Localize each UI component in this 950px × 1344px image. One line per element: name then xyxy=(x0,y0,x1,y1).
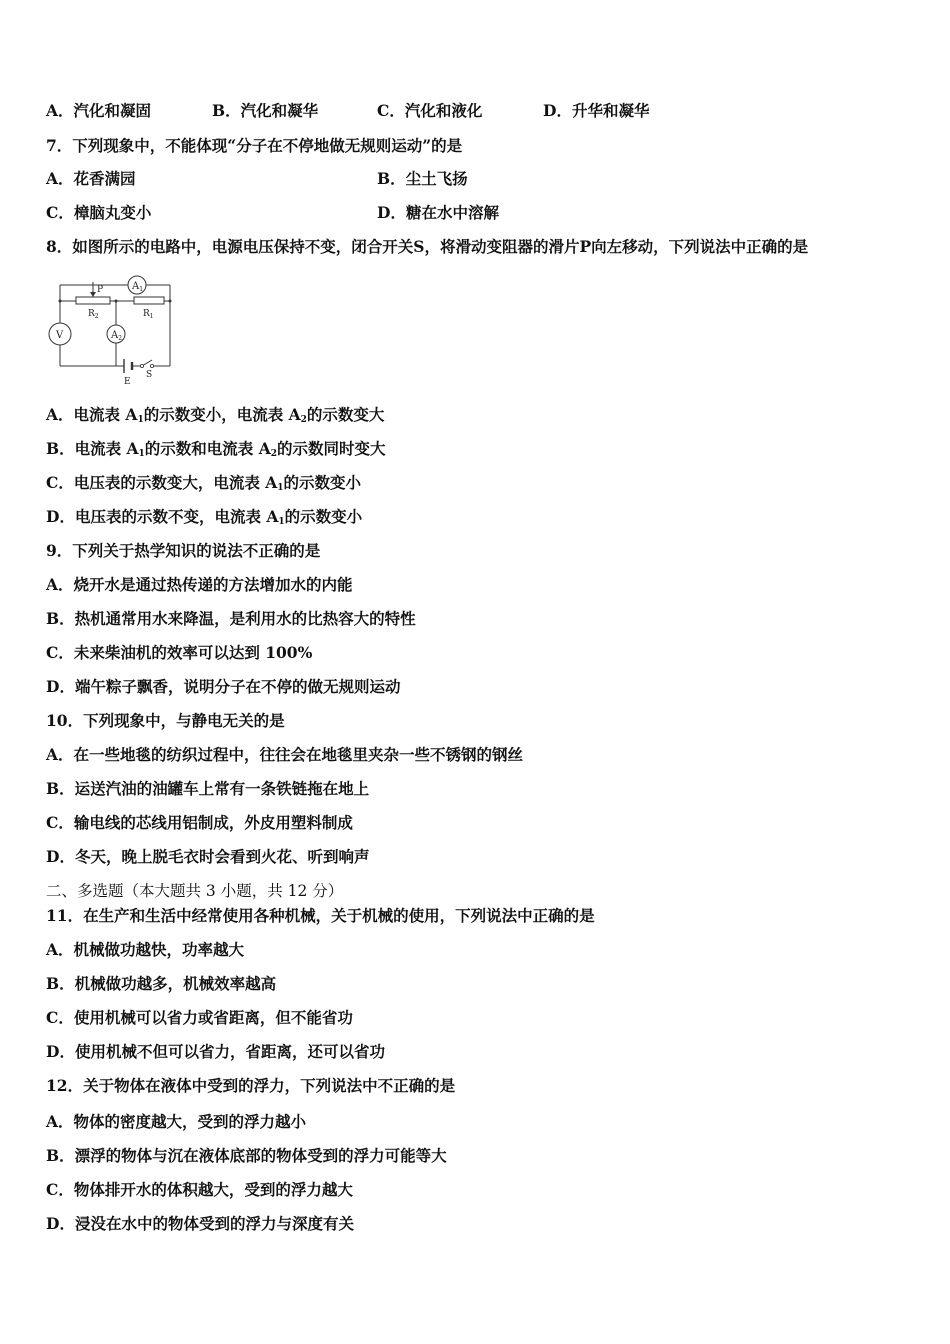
q9-option-a: A．烧开水是通过热传递的方法增加水的内能 xyxy=(46,575,353,594)
ammeter-a1-sub: 1 xyxy=(139,286,144,293)
q10-option-a: A．在一些地毯的纺织过程中，往往会在地毯里夹杂一些不锈钢的钢丝 xyxy=(46,745,524,764)
ammeter-a2-sub: 2 xyxy=(118,335,123,342)
ammeter-a2-label: A xyxy=(111,330,119,341)
resistor-r1-sub: 1 xyxy=(149,313,154,320)
q11-option-d: D．使用机械不但可以省力，省距离，还可以省功 xyxy=(46,1042,385,1061)
svg-text:R1 xyxy=(143,309,154,320)
q12-stem: 12．关于物体在液体中受到的浮力，下列说法中不正确的是 xyxy=(46,1076,456,1095)
q10-option-b: B．运送汽油的油罐车上常有一条铁链拖在地上 xyxy=(46,779,370,798)
q10-option-d: D．冬天，晚上脱毛衣时会看到火花、听到响声 xyxy=(46,847,370,866)
q7-option-b: B．尘土飞扬 xyxy=(377,169,468,188)
q9-option-c: C．未来柴油机的效率可以达到 100% xyxy=(46,643,313,662)
section-heading: 二、多选题（本大题共 3 小题，共 12 分） xyxy=(46,882,344,900)
q7-option-c: C．樟脑丸变小 xyxy=(46,203,152,222)
q9-stem: 9．下列关于热学知识的说法不正确的是 xyxy=(46,541,321,560)
q7-option-a: A．花香满园 xyxy=(46,169,136,188)
q6-option-c: C．汽化和液化 xyxy=(377,101,483,120)
q8-option-d: D．电压表的示数不变，电流表 $A_1$的示数变小 xyxy=(46,507,363,527)
q7-stem: 7．下列现象中，不能体现“分子在不停地做无规则运动”的是 xyxy=(46,136,463,155)
q12-option-a: A．物体的密度越大，受到的浮力越小 xyxy=(46,1112,307,1131)
battery-e-label: E xyxy=(124,377,131,387)
q10-stem: 10．下列现象中，与静电无关的是 xyxy=(46,711,285,730)
q9-option-b: B．热机通常用水来降温，是利用水的比热容大的特性 xyxy=(46,609,416,628)
q7-option-d: D．糖在水中溶解 xyxy=(377,203,499,222)
svg-text:R2 xyxy=(88,309,99,320)
q8-option-a: A．电流表 $A_1$的示数变小，电流表 $A_2$的示数变大 xyxy=(46,405,385,425)
ammeter-a1-label: A xyxy=(132,281,140,292)
q11-option-b: B．机械做功越多，机械效率越高 xyxy=(46,974,277,993)
svg-text:A2 xyxy=(110,330,122,342)
q8-stem: 8．如图所示的电路中，电源电压保持不变，闭合开关S，将滑动变阻器的滑片P向左移动，下列说法中正确的是 xyxy=(46,237,809,256)
slider-arrow-icon xyxy=(90,292,96,297)
q12-option-c: C．物体排开水的体积越大，受到的浮力越大 xyxy=(46,1180,353,1199)
q6-option-d: D．升华和凝华 xyxy=(543,101,650,120)
q6-option-b: B．汽化和凝华 xyxy=(212,101,319,120)
q11-option-c: C．使用机械可以省力或省距离，但不能省功 xyxy=(46,1008,353,1027)
q12-option-d: D．浸没在水中的物体受到的浮力与深度有关 xyxy=(46,1214,354,1233)
q10-option-c: C．输电线的芯线用铝制成，外皮用塑料制成 xyxy=(46,813,353,832)
switch-s-label: S xyxy=(146,370,153,380)
resistor-r2-sub: 2 xyxy=(94,313,99,320)
slider-p-label: P xyxy=(97,285,104,295)
q11-option-a: A．机械做功越快，功率越大 xyxy=(46,940,245,959)
q8-option-b: B．电流表 $A_1$的示数和电流表 $A_2$的示数同时变大 xyxy=(46,439,386,459)
voltmeter-label: V xyxy=(56,330,64,341)
q8-option-c: C．电压表的示数变大，电流表 $A_1$的示数变小 xyxy=(46,473,362,493)
q9-option-d: D．端午粽子飘香，说明分子在不停的做无规则运动 xyxy=(46,677,401,696)
circuit-diagram xyxy=(46,270,186,390)
q12-option-b: B．漂浮的物体与沉在液体底部的物体受到的浮力可能等大 xyxy=(46,1146,447,1165)
resistor-r1-label: R xyxy=(143,309,150,319)
q11-stem: 11．在生产和生活中经常使用各种机械，关于机械的使用，下列说法中正确的是 xyxy=(46,906,595,925)
q6-option-a: A．汽化和凝固 xyxy=(46,101,152,120)
svg-text:A1 xyxy=(131,281,143,293)
resistor-r2-label: R xyxy=(88,309,95,319)
